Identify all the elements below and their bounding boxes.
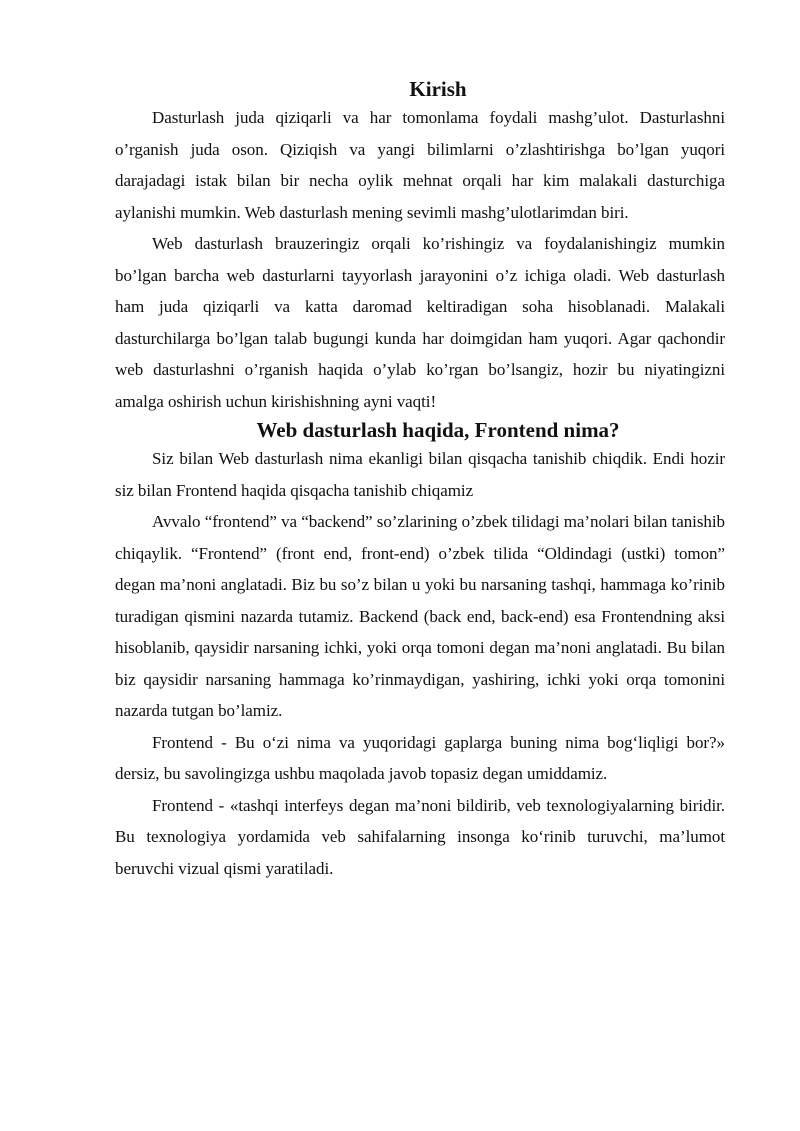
intro-paragraph-1: Dasturlash juda qiziqarli va har tomonlama foydali mashg’ulot. Dasturlashni o’rganish juda oson. Qiziqish va yangi bilimlarni o’zlashtirishga bo’lgan yuqori darajadagi istak bilan bir necha oylik mehnat orqali har kim malakali dasturchiga aylanishi mumkin. Web dasturlash mening sevimli mashg’ulotlarimdan biri. (115, 108, 725, 222)
body-paragraph-3: Frontend - Bu o‘zi nima va yuqoridagi gaplarga buning nima bog‘liqligi bor?» dersiz, bu savolingizga ushbu maqolada javob topasiz degan umiddamiz. (115, 732, 725, 783)
body-paragraph-2: Avvalo “frontend” va “backend” so’zlarining o’zbek tilidagi ma’nolari bilan tanishib chiqaylik. “Frontend” (front end, front-end) o’zbek tilida “Oldindagi (ustki) tomon” degan ma’noni anglatadi. Biz bu so’z bilan u yoki bu narsaning tashqi, hammaga ko’rinib turadigan qismini nazarda tutamiz. Backend (back end, back-end) esa Frontendning aksi hisoblanib, qaysidir narsaning ichki, yoki orqa tomoni degan ma’noni anglatadi. Bu bilan biz qaysidir narsaning hammaga ko’rinmaydigan, yashiring, ichki yoki orqa tomonini nazarda tutgan bo’lamiz. (115, 512, 725, 720)
heading-kirish: Kirish (409, 77, 467, 101)
body-paragraph-1: Siz bilan Web dasturlash nima ekanligi bilan qisqacha tanishib chiqdik. Endi hozir siz bilan Frontend haqida qisqacha tanishib chiqamiz (115, 449, 725, 500)
body-paragraph-4: Frontend - «tashqi interfeys degan ma’noni bildirib, veb texnologiyalarning biridir. Bu texnologiya yordamida veb sahifalarning insonga ko‘rinib turuvchi, ma’lumot beruvchi vizual qismi yaratiladi. (115, 795, 725, 878)
intro-paragraph-2: Web dasturlash brauzeringiz orqali ko’rishingiz va foydalanishingiz mumkin bo’lgan barcha web dasturlarni tayyorlash jarayonini o’z ichiga oladi. Web dasturlash ham juda qiziqarli va katta daromad keltiradigan soha hisoblanadi. Malakali dasturchilarga bo’lgan talab bugungi kunda har doimgidan ham yuqori. Agar qachondir web dasturlashni o’rganish haqida o’ylab ko’rgan bo’lsangiz, hozir bu niyatingizni amalga oshirish uchun kirishishning ayni vaqti! (115, 234, 725, 411)
heading-frontend: Web dasturlash haqida, Frontend nima? (256, 418, 620, 442)
document-page (115, 76, 725, 884)
